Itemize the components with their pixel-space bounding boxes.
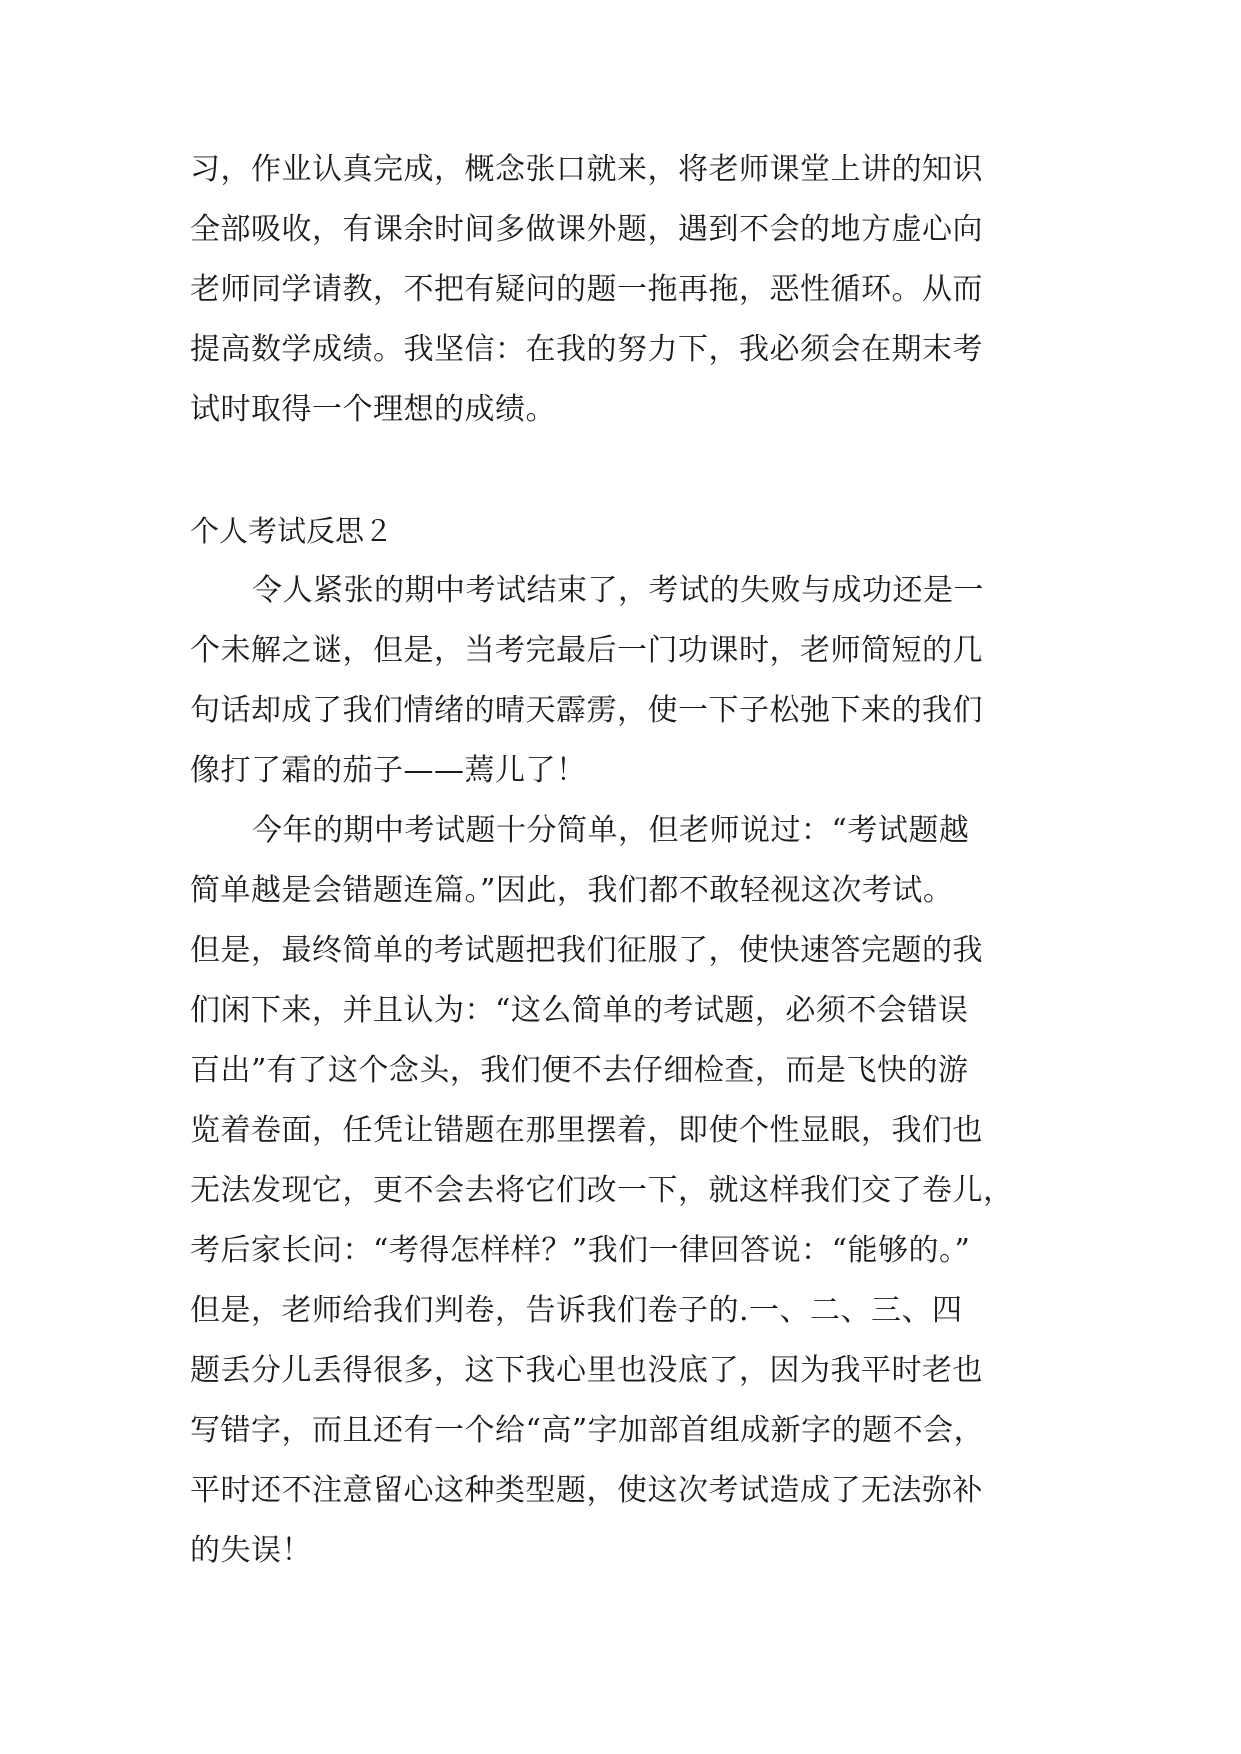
paragraph-line: 考后家长问：“考得怎样样？”我们一律回答说：“能够的。” — [190, 1233, 971, 1268]
paragraph-line: 提高数学成绩。我坚信：在我的努力下，我必须会在期末考 — [190, 332, 983, 367]
paragraph-line: 平时还不注意留心这种类型题，使这次考试造成了无法弥补 — [190, 1473, 983, 1508]
paragraph-line: 句话却成了我们情绪的晴天霹雳，使一下子松弛下来的我们 — [190, 693, 983, 728]
paragraph-line: 全部吸收，有课余时间多做课外题，遇到不会的地方虚心向 — [190, 212, 983, 247]
paragraph-line: 览着卷面，任凭让错题在那里摆着，即使个性显眼，我们也 — [190, 1113, 983, 1148]
paragraph-line: 但是，老师给我们判卷，告诉我们卷子的.一、二、三、四 — [190, 1293, 963, 1328]
section-heading: 个人考试反思２ — [190, 514, 394, 548]
paragraph-line: 百出”有了这个念头，我们便不去仔细检查，而是飞快的游 — [190, 1053, 969, 1088]
paragraph-line-indent: 令人紧张的期中考试结束了，考试的失败与成功还是一 — [252, 573, 984, 608]
paragraph-line: 们闲下来，并且认为：“这么简单的考试题，必须不会错误 — [190, 993, 969, 1028]
paragraph-line-indent: 今年的期中考试题十分简单，但老师说过：“考试题越 — [252, 813, 970, 848]
paragraph-line: 无法发现它，更不会去将它们改一下，就这样我们交了卷儿， — [190, 1173, 1014, 1208]
paragraph-line: 习，作业认真完成，概念张口就来，将老师课堂上讲的知识 — [190, 152, 983, 187]
paragraph-line: 老师同学请教，不把有疑问的题一拖再拖，恶性循环。从而 — [190, 272, 983, 307]
paragraph-line: 试时取得一个理想的成绩。 — [190, 392, 556, 427]
paragraph-line: 但是，最终简单的考试题把我们征服了，使快速答完题的我 — [190, 933, 983, 968]
paragraph-line: 的失误！ — [190, 1533, 312, 1568]
paragraph-line: 题丢分儿丢得很多，这下我心里也没底了，因为我平时老也 — [190, 1353, 983, 1388]
paragraph-line: 简单越是会错题连篇。”因此，我们都不敢轻视这次考试。 — [190, 873, 954, 908]
paragraph-line: 个未解之谜，但是，当考完最后一门功课时，老师简短的几 — [190, 633, 983, 668]
paragraph-line: 写错字，而且还有一个给“高”字加部首组成新字的题不会， — [190, 1413, 985, 1448]
paragraph-line: 像打了霜的茄子——蔫儿了！ — [190, 753, 587, 788]
